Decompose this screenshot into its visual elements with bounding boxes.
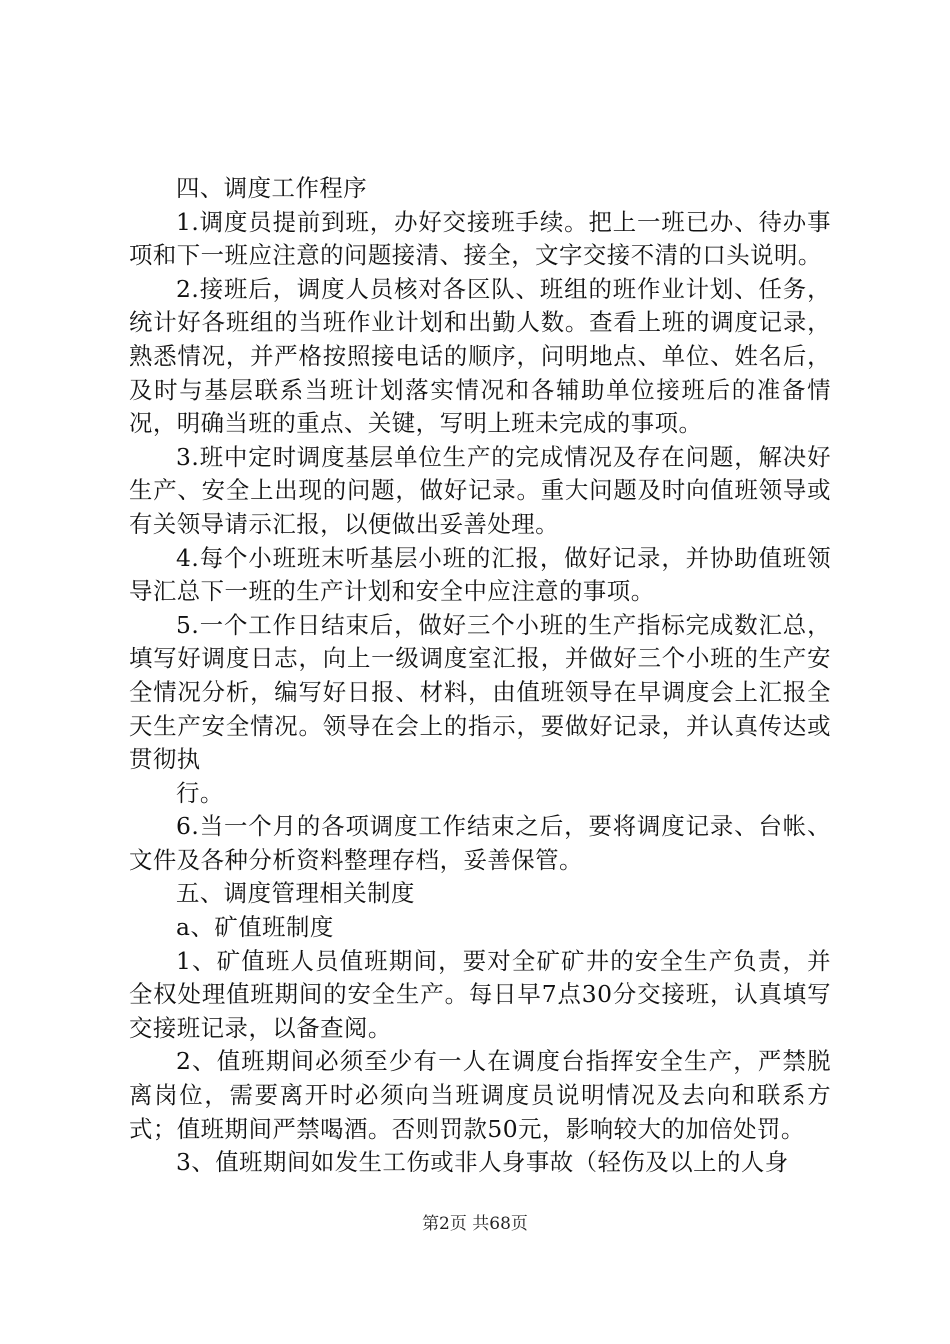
- paragraph-step-6: 6.当一个月的各项调度工作结束之后，要将调度记录、台帐、文件及各种分析资料整理存档，妥善保管。: [129, 812, 831, 874]
- paragraph-step-1: 1.调度员提前到班，办好交接班手续。把上一班已办、待办事项和下一班应注意的问题接清、接全，文字交接不清的口头说明。: [129, 207, 831, 270]
- paragraph-rule-2: 2、值班期间必须至少有一人在调度台指挥安全生产，严禁脱离岗位，需要离开时必须向当班调度员说明情况及去向和联系方式；值班期间严禁喝酒。否则罚款50元，影响较大的加倍处罚。: [129, 1047, 831, 1143]
- section-heading-procedure: 四、调度工作程序: [176, 174, 368, 202]
- paragraph-step-3: 3.班中定时调度基层单位生产的完成情况及存在问题，解决好生产、安全上出现的问题，做好记录。重大问题及时向值班领导或有关领导请示汇报，以便做出妥善处理。: [129, 442, 831, 538]
- paragraph-step-2: 2.接班后，调度人员核对各区队、班组的班作业计划、任务，统计好各班组的当班作业计划和出勤人数。查看上班的调度记录，熟悉情况，并严格按照接电话的顺序，问明地点、单位、姓名后，及时与基层联系当班计划落实情况和各辅助单位接班后的准备情况，明确当班的重点、关键，写明上班未完成的事项。: [129, 274, 831, 438]
- paragraph-step-5: 5.一个工作日结束后，做好三个小班的生产指标完成数汇总，填写好调度日志，向上一级调度室汇报，并做好三个小班的生产安全情况分析，编写好日报、材料，由值班领导在早调度会上汇报全天生产安全情况。领导在会上的指示，要做好记录，并认真传达或贯彻执: [129, 610, 831, 774]
- document-body: [129, 172, 831, 1180]
- paragraph-step-5-continuation: 行。: [176, 778, 224, 807]
- subsection-heading-duty: a、矿值班制度: [176, 913, 334, 942]
- page-number-footer: 第2页 共68页: [422, 1214, 528, 1234]
- paragraph-rule-3: 3、值班期间如发生工伤或非人身事故（轻伤及以上的人身: [176, 1148, 789, 1177]
- section-heading-rules: 五、调度管理相关制度: [176, 879, 415, 908]
- paragraph-step-4: 4.每个小班班末听基层小班的汇报，做好记录，并协助值班领导汇总下一班的生产计划和安全中应注意的事项。: [129, 543, 831, 606]
- paragraph-rule-1: 1、矿值班人员值班期间，要对全矿矿井的安全生产负责，并全权处理值班期间的安全生产。每日早7点30分交接班，认真填写交接班记录，以备查阅。: [129, 946, 831, 1042]
